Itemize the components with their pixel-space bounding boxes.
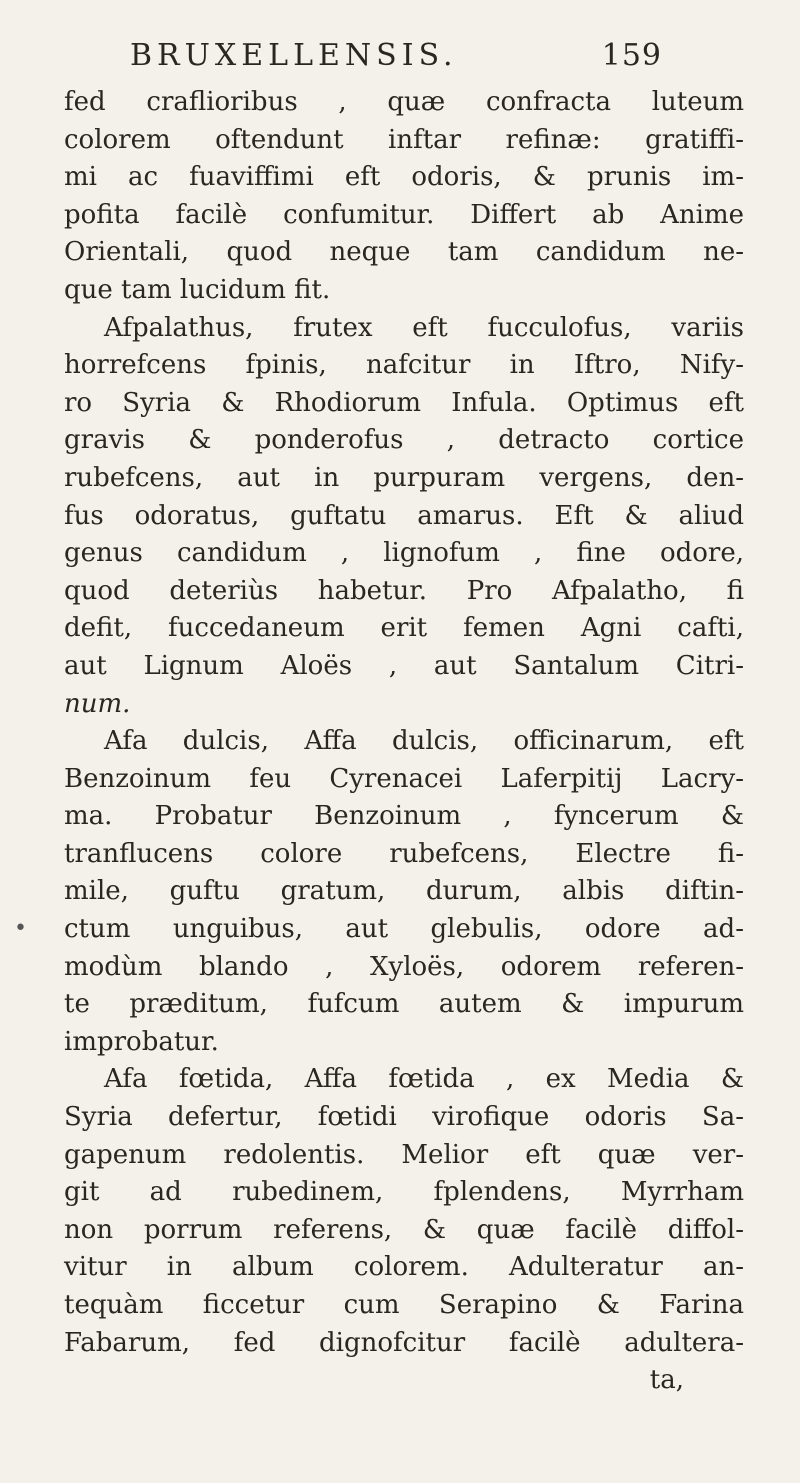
- text-line: Fabarum, fed dignofcitur facilè adultera-: [64, 1327, 744, 1358]
- text-line: mi ac fuaviffimi eft odoris, & prunis im-: [64, 162, 744, 193]
- text-line: fus odoratus, guftatu amarus. Eft & aliud: [64, 500, 744, 531]
- text-line: fed craflioribus , quæ confracta luteum: [64, 87, 744, 117]
- page-number: 159: [601, 38, 662, 73]
- text-line: aut Lignum Aloës , aut Santalum Citri-: [64, 650, 744, 681]
- text-line: tranflucens colore rubefcens, Electre fi-: [64, 838, 744, 869]
- text-line: Benzoinum feu Cyrenacei Laferpitij Lacry-: [64, 763, 744, 794]
- text-line: pofita facilè confumitur. Differt ab Anime: [64, 199, 744, 230]
- text-line: colorem oftendunt inftar refinæ: gratiffi-: [64, 124, 744, 155]
- text-line: num.: [64, 688, 131, 719]
- text-line: quod deteriùs habetur. Pro Afpalatho, fi: [64, 575, 744, 606]
- text-line: ma. Probatur Benzoinum , fyncerum &: [64, 801, 744, 832]
- text-line: modùm blando , Xyloës, odorem referen-: [64, 951, 744, 982]
- text-line: Syria defertur, fœtidi virofique odoris Sa-: [64, 1102, 744, 1133]
- text-line: tequàm ficcetur cum Serapino & Farina: [64, 1290, 744, 1320]
- text-line: Afpalathus, frutex eft fucculofus, variis: [104, 312, 744, 343]
- text-line: vitur in album colorem. Adulteratur an-: [64, 1252, 744, 1283]
- running-title: BRUXELLENSIS.: [130, 38, 458, 73]
- text-line: gapenum redolentis. Melior eft quæ ver-: [64, 1139, 744, 1170]
- text-line: Afa dulcis, Affa dulcis, officinarum, eft: [104, 726, 744, 757]
- text-line: que tam lucidum fit.: [64, 274, 331, 305]
- text-line: te præditum, fufcum autem & impurum: [64, 989, 744, 1020]
- body-text: [64, 84, 744, 1400]
- text-line: mile, guftu gratum, durum, albis diftin-: [64, 876, 744, 907]
- text-line: non porrum referens, & quæ facilè diffol-: [64, 1214, 744, 1245]
- text-line: git ad rubedinem, fplendens, Myrrham: [64, 1177, 744, 1208]
- text-line: Orientali, quod neque tam candidum ne-: [64, 237, 744, 268]
- text-line: rubefcens, aut in purpuram vergens, den-: [64, 462, 744, 493]
- text-line: ctum unguibus, aut glebulis, odore ad-: [64, 914, 744, 945]
- text-line: defit, fuccedaneum erit femen Agni cafti,: [64, 613, 744, 644]
- margin-mark: •: [14, 916, 27, 941]
- page-header: [130, 38, 662, 80]
- text-line: ro Syria & Rhodiorum Infula. Optimus eft: [64, 387, 744, 418]
- text-line: horrefcens fpinis, nafcitur in Iftro, Nify-: [64, 350, 744, 381]
- text-line: improbatur.: [64, 1026, 219, 1057]
- catchword: ta,: [649, 1365, 684, 1396]
- text-line: Afa fœtida, Affa fœtida , ex Media &: [104, 1064, 744, 1095]
- text-line: gravis & ponderofus , detracto cortice: [64, 425, 744, 456]
- text-line: genus candidum , lignofum , fine odore,: [64, 538, 744, 569]
